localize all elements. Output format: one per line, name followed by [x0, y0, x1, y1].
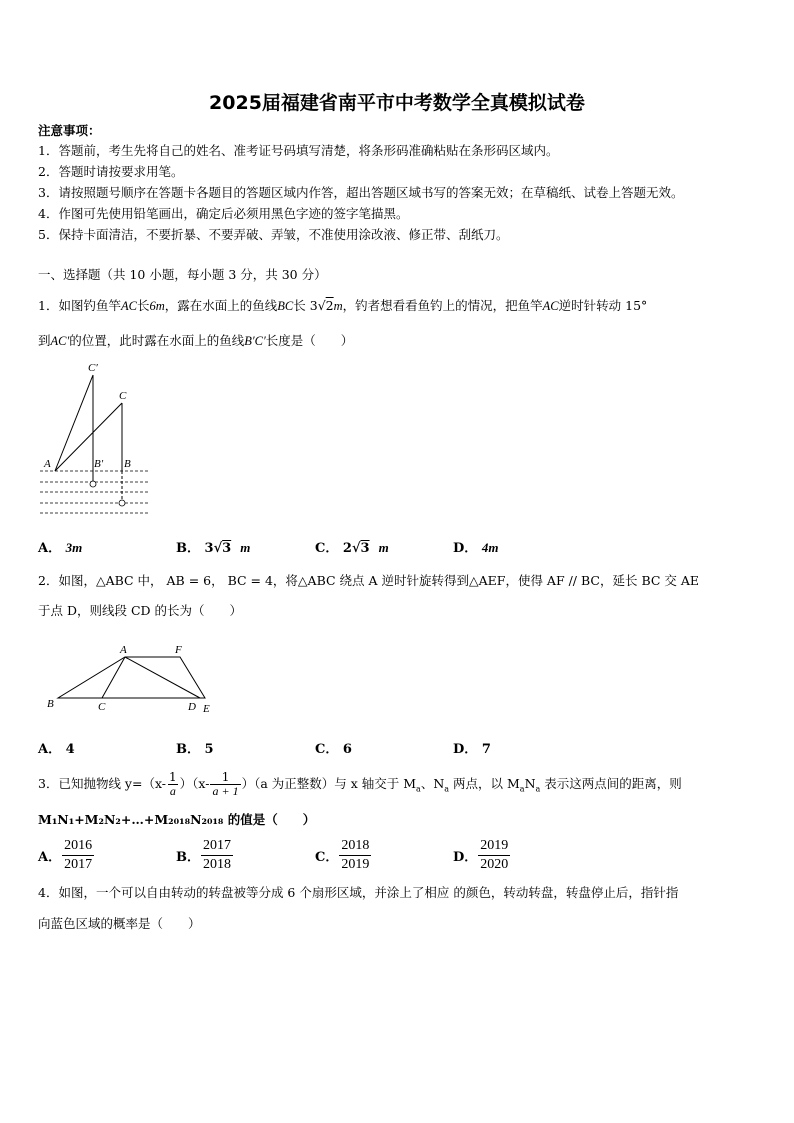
q2-option-b: B． 5	[176, 742, 214, 757]
q1-option-c: C． 2√3 m	[315, 540, 389, 556]
q3-line1: 3．已知抛物线 y=（x- $\frac{1}{a}$ ）（x- $\frac{1}{a + 1}$ ）（a 为正整数）与 x 轴交于 $M_a$、$N_a$ 两点，以 $M_aN_a$ 表示这两点间的距离，则	[38, 770, 682, 798]
label-c: C	[119, 390, 127, 402]
label-f: F	[175, 644, 182, 656]
q1-line1: 1．如图钓鱼竿AC长6m，露在水面上的鱼线BC长 3√2m，钓者想看看鱼钓上的情况，把鱼竿AC逆时针转动 15°	[38, 298, 648, 313]
q1-option-d: D． 4m	[453, 540, 499, 556]
rod-ac	[55, 403, 122, 471]
q3-option-d: D． $\frac{2019}{2020}$	[453, 838, 509, 872]
label-a: A	[120, 644, 127, 656]
q1-option-a: A． 3m	[38, 540, 83, 556]
q2-option-a: A． 4	[38, 742, 75, 757]
sqrt-symbol: √2	[317, 298, 334, 313]
label-a: A	[44, 458, 51, 470]
notice-heading: 注意事项：	[38, 123, 101, 138]
q2-line1: 2．如图，△ABC 中， AB = 6， BC = 4，将△ABC 绕点 A 逆时针旋转得到△AEF，使得 AF // BC，延长 BC 交 AE	[38, 573, 700, 588]
q2-figure	[40, 640, 220, 720]
line-ad	[125, 657, 200, 698]
q2-line2: 于点 D，则线段 CD 的长为（ ）	[38, 603, 243, 618]
label-e: E	[203, 703, 210, 715]
notice-item-2: 2．答题时请按要求用笔。	[38, 164, 184, 179]
q4-line2: 向蓝色区域的概率是（ ）	[38, 916, 201, 931]
trapezoid	[58, 657, 205, 698]
label-b: B	[47, 698, 54, 710]
notice-item-4: 4．作图可先使用铅笔画出，确定后必须用黑色字迹的签字笔描黑。	[38, 206, 409, 221]
label-c: C	[98, 701, 106, 713]
notice-item-3: 3．请按照题号顺序在答题卡各题目的答题区域内作答，超出答题区域书写的答案无效；在草稿纸、试卷上答题无效。	[38, 185, 684, 200]
label-c-prime: C′	[88, 362, 98, 374]
q3-line2: M₁N₁+M₂N₂+…+M₂₀₁₈N₂₀₁₈ 的值是（ ）	[38, 812, 316, 827]
line-ac	[102, 657, 125, 698]
rod-ac-prime	[55, 375, 93, 471]
q2-option-d: D． 7	[453, 742, 491, 757]
q1-figure	[30, 355, 170, 520]
q3-option-b: B． $\frac{2017}{2018}$	[176, 838, 231, 872]
fraction-1-over-a: $\frac{1}{a}$	[169, 770, 177, 798]
label-b: B	[124, 458, 131, 470]
section-heading: 一、选择题（共 10 小题，每小题 3 分，共 30 分）	[38, 267, 327, 282]
q3-option-a: A． $\frac{2016}{2017}$	[38, 838, 93, 872]
q2-option-c: C． 6	[315, 742, 352, 757]
hook-2	[119, 500, 125, 506]
notice-item-1: 1．答题前，考生先将自己的姓名、准考证号码填写清楚，将条形码准确粘贴在条形码区域内。	[38, 143, 559, 158]
hook-1	[90, 481, 96, 487]
label-b-prime: B′	[94, 458, 104, 470]
notice-item-5: 5．保持卡面清洁，不要折暴、不要弄破、弄皱，不准使用涂改液、修正带、刮纸刀。	[38, 227, 509, 242]
label-d: D	[188, 701, 196, 713]
page-title: 2025届福建省南平市中考数学全真模拟试卷	[209, 92, 585, 114]
q3-option-c: C． $\frac{2018}{2019}$	[315, 838, 370, 872]
q1-option-b: B． 3√3 m	[176, 540, 251, 556]
q1-line2: 到AC′的位置，此时露在水面上的鱼线B′C′长度是（ ）	[38, 333, 354, 348]
q4-line1: 4．如图，一个可以自由转动的转盘被等分成 6 个扇形区域，并涂上了相应 的颜色，转动转盘，转盘停止后，指针指	[38, 885, 679, 900]
fraction-1-over-a-plus-1: $\frac{1}{a + 1}$	[212, 770, 239, 798]
